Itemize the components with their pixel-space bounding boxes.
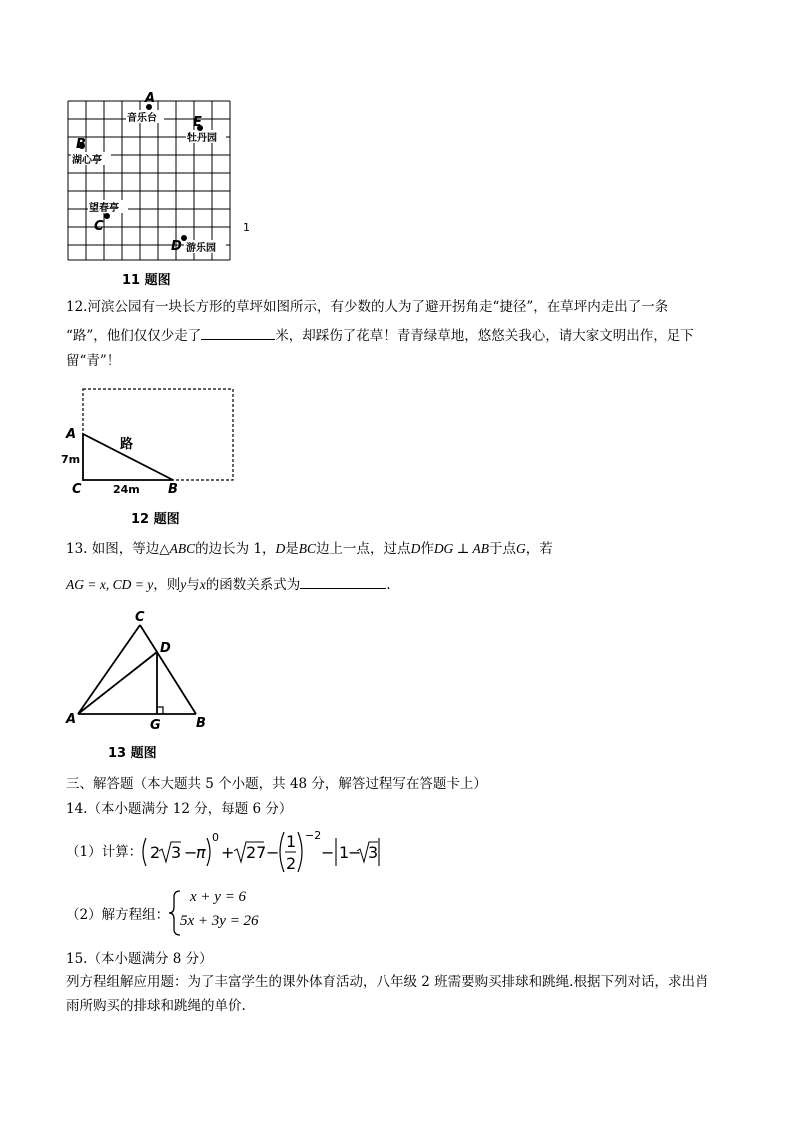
svg-text:−2: −2 [305,829,322,842]
q11-label-b: B [76,137,86,152]
q12-label-24m: 24m [113,483,140,496]
q13-text-and: 与 [186,577,200,593]
q13-math-triangle: △ABC [159,541,196,556]
q13-text-g: ，若 [525,541,553,557]
q13-text-d: 边上一点，过点 [316,541,411,557]
q11-label-d: D [171,239,182,254]
q11-place-lake: 湖心亭 [72,155,102,166]
q12-line2-post: 米，却踩伤了花草！青青绿草地，悠悠关我心，请大家文明出作，足下 [275,328,694,344]
q13-text-func: 的函数关系式为 [205,577,301,593]
q12-label-c: C [72,482,82,497]
svg-text:2: 2 [150,843,161,862]
svg-text:π: π [196,843,206,862]
q12-line3: 留“青”！ [66,353,121,369]
q13-label-b: B [196,716,206,731]
q13-side-ac [78,625,140,714]
q13-text-f: 于点 [489,541,517,557]
q14-part1-expression [140,826,380,876]
q11-place-music: 音乐台 [127,113,157,124]
section3-heading: 三、解答题（本大题共 5 个小题，共 48 分，解答过程写在答题卡上） [66,776,487,792]
q11-place-spring: 望春亭 [89,203,119,214]
q13-side-cb [140,625,196,714]
q12-lawn-figure [58,382,248,532]
q15-heading: 15.（本小题满分 8 分） [66,951,213,967]
q12-caption: 12 题图 [131,512,180,527]
q13-label-g: G [150,718,161,733]
q11-label-c: C [94,219,104,234]
svg-text:27: 27 [246,843,267,862]
q12-line2-pre: “路”，他们仅仅少走了 [66,328,202,344]
svg-text:+: + [221,843,235,862]
q13-label-d: D [160,641,171,656]
svg-text:−: − [184,843,198,862]
q13-math-agcd: AG = x, CD = y [66,577,154,592]
q12-line2 [66,325,694,345]
q13-segment-ad [78,652,157,714]
q13-math-y: y [180,577,187,592]
q12-label-b: B [168,482,178,497]
q12-line1: 12.河滨公园有一块长方形的草坪如图所示，有少数的人为了避开拐角走“捷径”，在草坪内走出了一条 [66,299,669,315]
q13-text-b: 的边长为 1， [195,541,276,557]
q13-label-a: A [66,712,77,727]
q14-equation-1: x + y = 6 [190,889,247,905]
q11-label-a: A [145,91,156,106]
q13-text-a: 13. 如图，等边 [66,541,160,557]
q13-text-end: . [386,577,391,593]
q11-place-peony: 牡丹园 [187,133,217,144]
q14-part2-label: （2）解方程组： [66,907,170,923]
q13-text-e: 作 [420,541,434,557]
q13-math-d: D [275,541,286,556]
svg-text:−: − [321,843,335,862]
q15-line2: 雨所购买的排球和跳绳的单价. [66,998,246,1014]
q12-label-a: A [66,427,77,442]
q13-answer-blank[interactable] [300,574,386,589]
q13-math-x: x [199,577,206,592]
q11-caption: 11 题图 [122,273,171,288]
q13-math-bc: BC [298,541,317,556]
svg-text:3: 3 [368,843,379,862]
q11-grid-lines [68,101,230,260]
svg-text:2: 2 [286,854,297,873]
q11-stray-mark: 1 [243,221,250,234]
svg-text:1: 1 [286,832,297,851]
q12-label-7m: 7m [61,453,81,466]
q14-part1-label: （1）计算： [66,844,143,860]
q13-line1 [66,540,553,558]
q12-label-road: 路 [120,437,134,452]
svg-text:1: 1 [339,843,350,862]
q11-label-e: E [193,115,202,130]
q13-math-g: G [516,541,526,556]
q12-answer-blank[interactable] [201,325,275,340]
q13-label-c: C [135,610,145,625]
q15-line1: 列方程组解应用题：为了丰富学生的课外体育活动，八年级 2 班需要购买排球和跳绳.根据下列对话，求出肖 [66,974,709,990]
q13-math-dg: DG ⊥ AB [433,541,490,556]
svg-text:0: 0 [212,831,219,844]
q13-text-c: 是 [285,541,299,557]
svg-text:3: 3 [171,843,182,862]
svg-text:−: − [266,843,280,862]
q13-caption: 13 题图 [108,746,157,761]
q14-equation-2: 5x + 3y = 26 [180,913,259,929]
q13-triangle-figure [60,605,220,765]
q13-line2 [66,574,391,594]
q11-place-park: 游乐园 [186,243,216,254]
q11-grid-figure [60,88,260,288]
q13-text-then: ，则 [153,577,181,593]
q14-heading: 14.（本小题满分 12 分，每题 6 分） [66,801,293,817]
q11-point-d [181,235,187,241]
svg-text:−: − [348,843,362,862]
q13-math-d2: D [410,541,421,556]
